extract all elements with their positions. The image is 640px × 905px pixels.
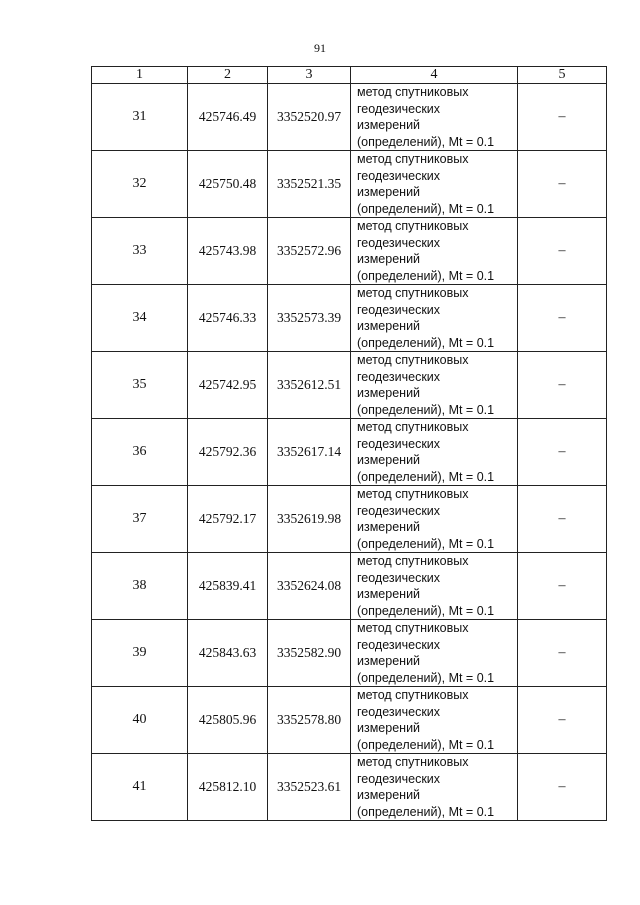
method-line: (определений), Mt = 0.1 <box>357 804 495 819</box>
method-line: измерений <box>357 453 421 467</box>
table-row <box>92 84 607 151</box>
method-line: метод спутниковых <box>357 554 469 568</box>
method-line: геодезических <box>357 369 441 384</box>
method-line: метод спутниковых <box>357 152 469 166</box>
column-header-1: 1 <box>92 67 188 84</box>
point-number-cell: 40 <box>92 687 188 754</box>
table-body <box>92 84 607 821</box>
note-cell: – <box>518 620 607 687</box>
table-row <box>92 754 607 821</box>
method-cell <box>351 687 518 754</box>
y-coordinate-cell: 3352521.35 <box>268 151 351 218</box>
table-row <box>92 553 607 620</box>
table-row <box>92 285 607 352</box>
method-line: измерений <box>357 386 421 400</box>
y-coordinate-cell: 3352612.51 <box>268 352 351 419</box>
point-number-cell: 37 <box>92 486 188 553</box>
method-cell <box>351 285 518 352</box>
y-coordinate-cell: 3352624.08 <box>268 553 351 620</box>
note-cell: – <box>518 754 607 821</box>
method-line: (определений), Mt = 0.1 <box>357 402 495 417</box>
method-line: метод спутниковых <box>357 420 469 434</box>
method-line: геодезических <box>357 436 441 451</box>
method-line: измерений <box>357 252 421 266</box>
y-coordinate-cell: 3352582.90 <box>268 620 351 687</box>
method-line: геодезических <box>357 637 441 652</box>
y-coordinate-cell: 3352520.97 <box>268 84 351 151</box>
point-number-cell: 38 <box>92 553 188 620</box>
x-coordinate-cell: 425746.49 <box>188 84 268 151</box>
method-line: (определений), Mt = 0.1 <box>357 469 495 484</box>
method-line: измерений <box>357 118 421 132</box>
method-line: измерений <box>357 788 421 802</box>
note-cell: – <box>518 352 607 419</box>
method-cell <box>351 553 518 620</box>
method-line: геодезических <box>357 235 441 250</box>
table-header-row <box>92 67 607 84</box>
method-line: геодезических <box>357 101 441 116</box>
method-line: (определений), Mt = 0.1 <box>357 536 495 551</box>
point-number-cell: 41 <box>92 754 188 821</box>
method-line: геодезических <box>357 168 441 183</box>
point-number-cell: 34 <box>92 285 188 352</box>
table-row <box>92 218 607 285</box>
method-line: геодезических <box>357 704 441 719</box>
y-coordinate-cell: 3352572.96 <box>268 218 351 285</box>
point-number-cell: 36 <box>92 419 188 486</box>
method-cell <box>351 419 518 486</box>
method-line: метод спутниковых <box>357 621 469 635</box>
column-header-2: 2 <box>188 67 268 84</box>
method-line: геодезических <box>357 771 441 786</box>
method-line: измерений <box>357 319 421 333</box>
method-line: метод спутниковых <box>357 219 469 233</box>
method-line: (определений), Mt = 0.1 <box>357 268 495 283</box>
point-number-cell: 32 <box>92 151 188 218</box>
method-line: метод спутниковых <box>357 85 469 99</box>
table-row <box>92 151 607 218</box>
method-line: метод спутниковых <box>357 755 469 769</box>
table-row <box>92 687 607 754</box>
y-coordinate-cell: 3352523.61 <box>268 754 351 821</box>
column-header-5: 5 <box>518 67 607 84</box>
x-coordinate-cell: 425839.41 <box>188 553 268 620</box>
y-coordinate-cell: 3352573.39 <box>268 285 351 352</box>
point-number-cell: 33 <box>92 218 188 285</box>
method-line: (определений), Mt = 0.1 <box>357 670 495 685</box>
method-line: (определений), Mt = 0.1 <box>357 335 495 350</box>
note-cell: – <box>518 486 607 553</box>
method-cell <box>351 151 518 218</box>
x-coordinate-cell: 425792.17 <box>188 486 268 553</box>
method-cell <box>351 754 518 821</box>
method-line: (определений), Mt = 0.1 <box>357 201 495 216</box>
coordinates-table <box>91 66 607 821</box>
method-line: измерений <box>357 721 421 735</box>
x-coordinate-cell: 425750.48 <box>188 151 268 218</box>
note-cell: – <box>518 553 607 620</box>
point-number-cell: 39 <box>92 620 188 687</box>
table-row <box>92 352 607 419</box>
note-cell: – <box>518 419 607 486</box>
x-coordinate-cell: 425843.63 <box>188 620 268 687</box>
page-number: 91 <box>314 41 326 55</box>
x-coordinate-cell: 425742.95 <box>188 352 268 419</box>
y-coordinate-cell: 3352578.80 <box>268 687 351 754</box>
method-cell <box>351 352 518 419</box>
method-cell <box>351 218 518 285</box>
method-line: геодезических <box>357 503 441 518</box>
method-line: метод спутниковых <box>357 487 469 501</box>
method-line: (определений), Mt = 0.1 <box>357 134 495 149</box>
x-coordinate-cell: 425792.36 <box>188 419 268 486</box>
method-line: метод спутниковых <box>357 286 469 300</box>
method-line: измерений <box>357 654 421 668</box>
table-row <box>92 419 607 486</box>
x-coordinate-cell: 425805.96 <box>188 687 268 754</box>
method-line: (определений), Mt = 0.1 <box>357 603 495 618</box>
point-number-cell: 31 <box>92 84 188 151</box>
x-coordinate-cell: 425743.98 <box>188 218 268 285</box>
method-cell <box>351 620 518 687</box>
column-header-4: 4 <box>351 67 518 84</box>
note-cell: – <box>518 218 607 285</box>
note-cell: – <box>518 285 607 352</box>
x-coordinate-cell: 425746.33 <box>188 285 268 352</box>
column-header-3: 3 <box>268 67 351 84</box>
method-cell <box>351 486 518 553</box>
x-coordinate-cell: 425812.10 <box>188 754 268 821</box>
note-cell: – <box>518 84 607 151</box>
method-line: геодезических <box>357 570 441 585</box>
method-cell <box>351 84 518 151</box>
y-coordinate-cell: 3352617.14 <box>268 419 351 486</box>
note-cell: – <box>518 687 607 754</box>
method-line: геодезических <box>357 302 441 317</box>
method-line: метод спутниковых <box>357 353 469 367</box>
method-line: (определений), Mt = 0.1 <box>357 737 495 752</box>
point-number-cell: 35 <box>92 352 188 419</box>
method-line: метод спутниковых <box>357 688 469 702</box>
table-row <box>92 620 607 687</box>
method-line: измерений <box>357 587 421 601</box>
table-row <box>92 486 607 553</box>
method-line: измерений <box>357 520 421 534</box>
y-coordinate-cell: 3352619.98 <box>268 486 351 553</box>
method-line: измерений <box>357 185 421 199</box>
note-cell: – <box>518 151 607 218</box>
